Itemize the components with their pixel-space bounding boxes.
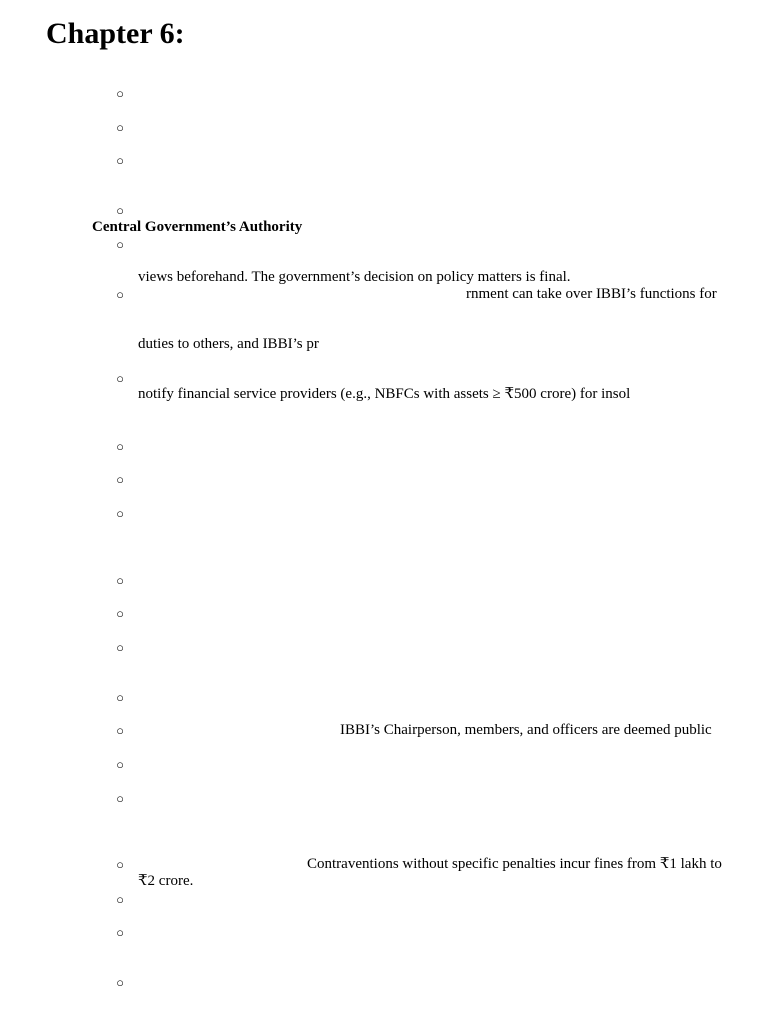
paragraph-fragment: duties to others, and IBBI’s pr bbox=[138, 336, 319, 352]
list-bullet: ○ bbox=[116, 723, 124, 738]
list-bullet: ○ bbox=[116, 857, 124, 872]
list-bullet: ○ bbox=[116, 925, 124, 940]
list-bullet: ○ bbox=[116, 86, 124, 101]
list-bullet: ○ bbox=[116, 690, 124, 705]
paragraph-fragment: ₹2 crore. bbox=[138, 873, 194, 889]
section-heading: Central Government’s Authority bbox=[92, 219, 303, 235]
paragraph-fragment: IBBI’s Chairperson, members, and officers are deemed public bbox=[340, 722, 712, 738]
list-bullet: ○ bbox=[116, 573, 124, 588]
list-bullet: ○ bbox=[116, 791, 124, 806]
paragraph-fragment: rnment can take over IBBI’s functions for bbox=[466, 286, 717, 302]
paragraph-fragment: Contraventions without specific penalties incur fines from ₹1 lakh to bbox=[307, 856, 722, 872]
list-bullet: ○ bbox=[116, 439, 124, 454]
list-bullet: ○ bbox=[116, 892, 124, 907]
list-bullet: ○ bbox=[116, 153, 124, 168]
list-bullet: ○ bbox=[116, 506, 124, 521]
list-bullet: ○ bbox=[116, 975, 124, 990]
list-bullet: ○ bbox=[116, 472, 124, 487]
list-bullet: ○ bbox=[116, 287, 124, 302]
list-bullet: ○ bbox=[116, 640, 124, 655]
list-bullet: ○ bbox=[116, 120, 124, 135]
list-bullet: ○ bbox=[116, 606, 124, 621]
paragraph-fragment: views beforehand. The government’s decision on policy matters is final. bbox=[138, 269, 571, 285]
list-bullet: ○ bbox=[116, 757, 124, 772]
list-bullet: ○ bbox=[116, 237, 124, 252]
paragraph-fragment: notify financial service providers (e.g., NBFCs with assets ≥ ₹500 crore) for insol bbox=[138, 386, 631, 402]
list-bullet: ○ bbox=[116, 203, 124, 218]
chapter-title: Chapter 6: bbox=[46, 17, 185, 50]
list-bullet: ○ bbox=[116, 371, 124, 386]
